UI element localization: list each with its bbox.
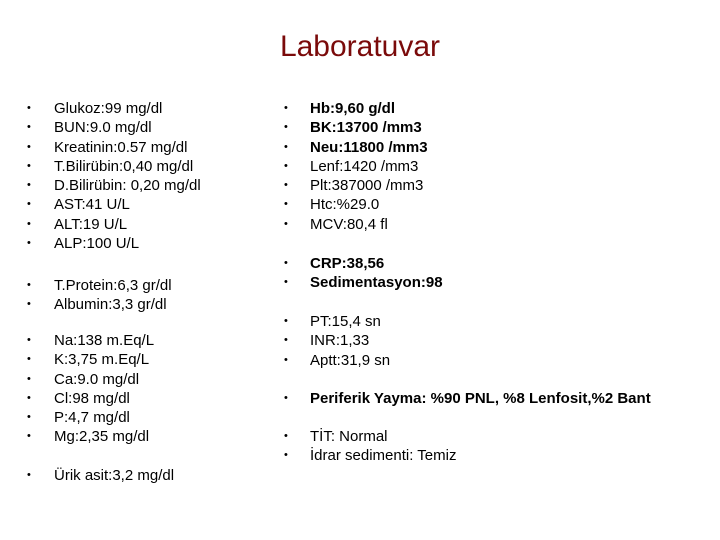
bullet-icon: • — [27, 411, 31, 424]
bullet-icon: • — [27, 159, 31, 172]
bullet-icon: • — [284, 276, 288, 289]
list-item: • Na:138 m.Eq/L — [27, 332, 155, 349]
bullet-icon: • — [284, 179, 288, 192]
list-item: • ALT:19 U/L — [27, 215, 128, 233]
list-item: • CRP:38,56 — [284, 255, 385, 272]
list-item: • Neu:11800 /mm3 — [284, 138, 428, 156]
bullet-icon: • — [27, 391, 31, 404]
list-item: • Albumin:3,3 gr/dl — [27, 296, 167, 314]
coagulation-list — [284, 312, 391, 370]
list-item: • MCV:80,4 fl — [284, 215, 388, 233]
list-item: • Mg:2,35 mg/dl — [27, 428, 150, 446]
list-item: • PT:15,4 sn — [284, 313, 381, 330]
bullet-icon: • — [284, 392, 288, 404]
list-item: • K:3,75 m.Eq/L — [27, 351, 150, 369]
bullet-icon: • — [27, 102, 31, 114]
bullet-icon: • — [284, 102, 288, 114]
bullet-icon: • — [27, 140, 31, 153]
bullet-icon: • — [284, 334, 288, 347]
list-item: • Sedimentasyon:98 — [284, 274, 443, 292]
list-item: • Plt:387000 /mm3 — [284, 177, 424, 195]
bullet-icon: • — [284, 217, 288, 230]
inflammation-list — [284, 254, 443, 293]
list-item: • Kreatinin:0.57 mg/dl — [27, 138, 188, 156]
bullet-icon: • — [284, 121, 288, 134]
list-item: • D.Bilirübin: 0,20 mg/dl — [27, 177, 201, 195]
bullet-icon: • — [27, 179, 31, 192]
bullet-icon: • — [284, 353, 288, 366]
bullet-icon: • — [284, 198, 288, 211]
list-item: • AST:41 U/L — [27, 196, 130, 214]
list-item: • Periferik Yayma: %90 PNL, %8 Lenfosit,%2 Bant — [284, 390, 651, 407]
list-item: • TİT: Normal — [284, 428, 388, 445]
page-title: Laboratuvar — [279, 30, 441, 63]
bullet-icon: • — [27, 121, 31, 134]
list-item: • Ca:9.0 mg/dl — [27, 370, 140, 388]
bullet-icon: • — [27, 372, 31, 385]
list-item: • Aptt:31,9 sn — [284, 351, 391, 369]
list-item: • BUN:9.0 mg/dl — [27, 119, 152, 137]
list-item: • INR:1,33 — [284, 332, 370, 350]
urinalysis-list — [284, 427, 457, 466]
bullet-icon: • — [27, 217, 31, 230]
bullet-icon: • — [284, 430, 288, 442]
bullet-icon: • — [284, 315, 288, 327]
list-item: • Ürik asit:3,2 mg/dl — [27, 467, 175, 484]
bullet-icon: • — [284, 257, 288, 269]
list-item: • ALP:100 U/L — [27, 235, 140, 253]
list-item: • Htc:%29.0 — [284, 196, 380, 214]
list-item: • Cl:98 mg/dl — [27, 389, 130, 407]
bullet-icon: • — [284, 140, 288, 153]
bullet-icon: • — [27, 198, 31, 211]
hemogram-list — [284, 99, 428, 234]
bullet-icon: • — [27, 298, 31, 311]
list-item: • İdrar sedimenti: Temiz — [284, 447, 457, 465]
bullet-icon: • — [27, 430, 31, 443]
bullet-icon: • — [284, 159, 288, 172]
bullet-icon: • — [27, 279, 31, 291]
list-item: • T.Protein:6,3 gr/dl — [27, 277, 172, 294]
list-item: • P:4,7 mg/dl — [27, 409, 130, 427]
list-item: • Lenf:1420 /mm3 — [284, 157, 419, 175]
list-item: • T.Bilirübin:0,40 mg/dl — [27, 157, 194, 175]
biochemistry-list — [27, 99, 201, 253]
bullet-icon: • — [27, 334, 31, 346]
electrolyte-list — [27, 331, 155, 447]
bullet-icon: • — [27, 237, 31, 250]
list-item: • Hb:9,60 g/dl — [284, 100, 396, 117]
bullet-icon: • — [284, 449, 288, 462]
bullet-icon: • — [27, 469, 31, 481]
list-item: • Glukoz:99 mg/dl — [27, 100, 163, 117]
bullet-icon: • — [27, 353, 31, 366]
protein-list — [27, 276, 172, 315]
peripheral-smear-list — [284, 389, 651, 408]
list-item: • BK:13700 /mm3 — [284, 119, 422, 137]
uric-acid-list — [27, 466, 175, 485]
